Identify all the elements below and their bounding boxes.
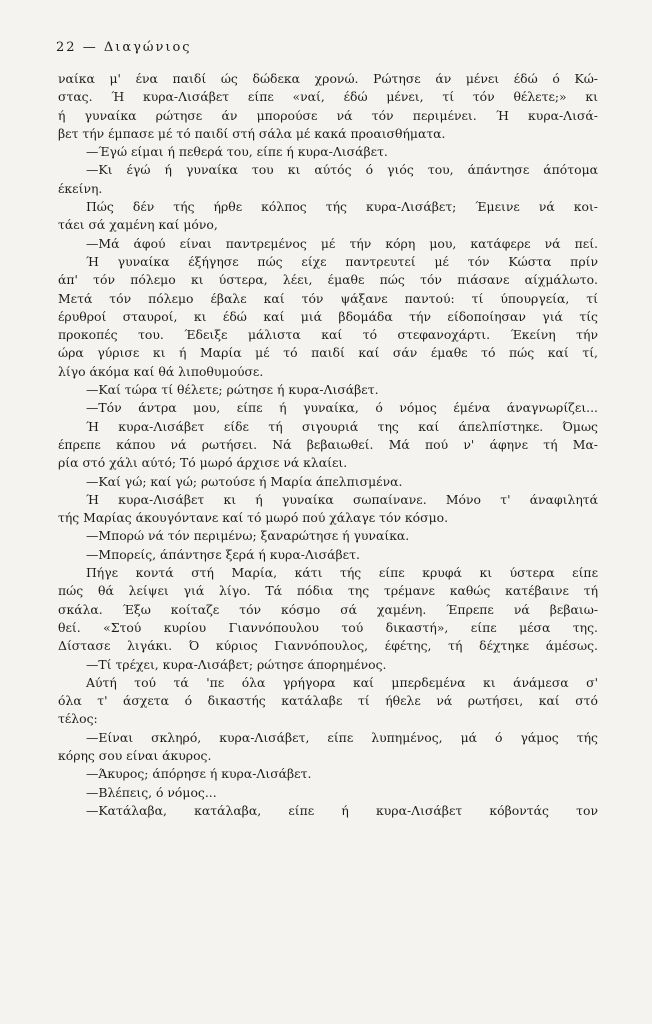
text-line: ώρα γύρισε κι ή Μαρία μέ τό παιδί καί σάν έμαθε τό πώς καί τί, (58, 345, 598, 361)
text-line: ή γυναίκα ρώτησε άν μπορούσε νά τόν περιμένει. Ή κυρα-Λισά- (58, 107, 598, 123)
text-line: Δίστασε λιγάκι. Ό κύριος Γιαννόπουλος, έφέτης, τή δέχτηκε άμέσως. (58, 638, 598, 654)
text-line: σκάλα. Έξω κοίταζε τόν κόσμο σά χαμένη. Έπρεπε νά βεβαιω- (58, 601, 598, 617)
text-line: Ή γυναίκα έξήγησε πώς είχε παντρευτεί μέ τόν Κώστα πρίν (86, 253, 598, 269)
text-line: Αύτή τού τά 'πε όλα γρήγορα καί μπερδεμένα κι άνάμεσα σ' (86, 674, 598, 690)
text-line: —Μπορείς, άπάντησε ξερά ή κυρα-Λισάβετ. (86, 546, 360, 562)
text-line: έκείνη. (58, 180, 103, 196)
header-dash: — (82, 40, 98, 55)
text-line: βετ τήν έμπασε μέ τό παιδί στή σάλα μέ κακά προαισθήματα. (58, 125, 446, 141)
book-title: Διαγώνιος (103, 40, 192, 55)
text-line: —Έγώ είμαι ή πεθερά του, είπε ή κυρα-Λισάβετ. (86, 144, 388, 160)
text-line: λίγο άκόμα καί θά λιποθυμούσε. (58, 363, 264, 379)
text-line: —Μά άφού είναι παντρεμένος μέ τήν κόρη μου, κατάφερε νά πεί. (86, 235, 598, 251)
text-line: —Άκυρος; άπόρησε ή κυρα-Λισάβετ. (86, 766, 312, 782)
text-line: —Κατάλαβα, κατάλαβα, είπε ή κυρα-Λισάβετ κόβοντάς τον (86, 802, 598, 818)
running-header (56, 40, 192, 55)
text-line: —Τόν άντρα μου, είπε ή γυναίκα, ό νόμος έμένα άναγνωρίζει... (86, 400, 598, 416)
text-line: τής Μαρίας άκουγόντανε καί τό μωρό πού χάλαγε τόν κόσμο. (58, 510, 449, 526)
text-line: στας. Ή κυρα-Λισάβετ είπε «ναί, έδώ μένει, τί τόν θέλετε;» κι (58, 89, 598, 105)
text-line: θεί. «Στού κυρίου Γιαννόπουλου τού δικαστή», είπε μέσα της. (58, 619, 598, 635)
text-line: έρυθροί σταυροί, κι έδώ καί μιά βδομάδα τήν είδοποίησαν γιά τίς (58, 308, 598, 324)
text-line: Μετά τόν πόλεμο έβαλε καί τόν ψάξανε παντού: τί ύπουργεία, τί (58, 290, 598, 306)
page-number: 22 (56, 40, 77, 55)
text-line: κόρης σου είναι άκυρος. (58, 747, 212, 763)
text-line: —Κι έγώ ή γυναίκα του κι αύτός ό γιός του, άπάντησε άπότομα (86, 162, 598, 178)
text-line: Ή κυρα-Λισάβετ είδε τή σιγουριά της καί άπελπίστηκε. Όμως (86, 418, 598, 434)
text-line: τέλος: (58, 711, 98, 727)
text-line: —Καί τώρα τί θέλετε; ρώτησε ή κυρα-Λισάβετ. (86, 382, 379, 398)
text-line: προκοπές του. Έδειξε μάλιστα καί τό στεφανοχάρτι. Έκείνη τήν (58, 327, 598, 343)
text-line: ρία στό χάλι αύτό; Τό μωρό άρχισε νά κλαίει. (58, 455, 348, 471)
text-line: ναίκα μ' ένα παιδί ώς δώδεκα χρονώ. Ρώτησε άν μένει έδώ ό Κώ- (58, 71, 598, 86)
text-line: όλα τ' άσχετα ό δικαστής κατάλαβε τί ήθελε νά ρωτήσει, καί στό (58, 693, 598, 709)
text-line: Πήγε κοντά στή Μαρία, κάτι τής είπε κρυφά κι ύστερα είπε (86, 565, 598, 581)
text-line: έπρεπε κάπου νά ρωτήσει. Νά βεβαιωθεί. Μά πού ν' άφηνε τή Μα- (58, 436, 598, 452)
text-line: —Βλέπεις, ό νόμος... (86, 784, 217, 800)
text-line: —Μπορώ νά τόν περιμένω; ξαναρώτησε ή γυναίκα. (86, 528, 410, 544)
text-line: —Τί τρέχει, κυρα-Λισάβετ; ρώτησε άπορημένος. (86, 656, 387, 672)
text-line: πώς θά λείψει γιά λίγο. Τά πόδια της τρέμανε καθώς κατέβαινε τή (58, 583, 598, 599)
text-line: —Είναι σκληρό, κυρα-Λισάβετ, είπε λυπημένος, μά ό γάμος τής (86, 729, 598, 745)
text-line: Ή κυρα-Λισάβετ κι ή γυναίκα σωπαίνανε. Μόνο τ' άναφιλητά (86, 491, 598, 507)
text-line: τάει σά χαμένη καί μόνο, (58, 217, 218, 233)
body-text (58, 70, 598, 820)
text-line: Πώς δέν τής ήρθε κόλπος τής κυρα-Λισάβετ; Έμεινε νά κοι- (86, 199, 598, 215)
text-line: —Καί γώ; καί γώ; ρωτούσε ή Μαρία άπελπισμένα. (86, 473, 403, 489)
text-line: άπ' τόν πόλεμο κι ύστερα, λέει, έμαθε πώς τόν πιάσανε αίχμάλωτο. (58, 272, 598, 288)
